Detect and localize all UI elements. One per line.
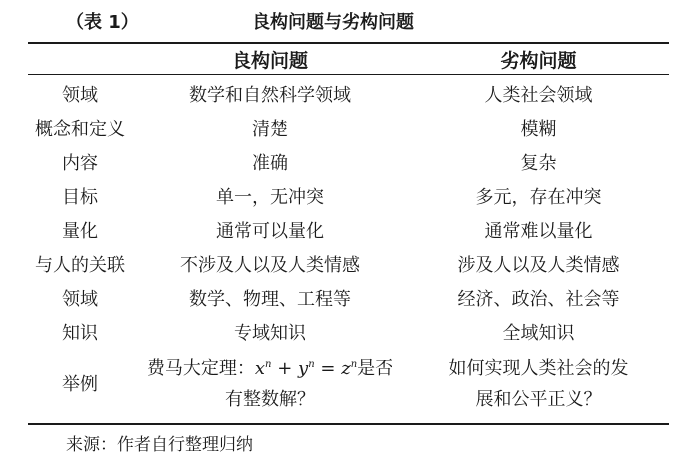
row-ill-structured: 全域知识 (502, 323, 575, 344)
row-ill-structured: 通常难以量化 (484, 221, 593, 242)
row-attribute: 与人的关联 (35, 255, 125, 276)
row-attribute: 知识 (62, 323, 98, 344)
row-ill-structured: 复杂 (520, 153, 557, 174)
source-note: 来源：作者自行整理归纳 (66, 435, 253, 455)
row-well-structured: 专域知识 (234, 323, 306, 344)
example-well-structured (132, 349, 408, 417)
row-well-structured: 数学、物理、工程等 (189, 289, 351, 310)
header-rule (28, 74, 669, 75)
row-ill-structured: 模糊 (520, 119, 557, 140)
table-caption (0, 6, 689, 34)
row-well-structured: 准确 (252, 153, 288, 174)
row-ill-structured: 人类社会领域 (484, 85, 593, 106)
example-ill-structured (408, 349, 669, 417)
example-ill-line-1: 如何实现人类社会的发 (448, 358, 629, 379)
table-row (28, 77, 669, 111)
table-number: （表 1） (66, 12, 139, 33)
table-row-example (28, 349, 669, 417)
header-well-structured: 良构问题 (231, 49, 308, 72)
bottom-rule (28, 423, 669, 425)
row-well-structured: 通常可以量化 (216, 221, 324, 242)
header-attribute (28, 44, 132, 74)
example-well-line-2: 有整数解？ (225, 389, 315, 410)
row-well-structured: 数学和自然科学领域 (189, 85, 351, 106)
table-header (28, 44, 669, 74)
row-ill-structured: 经济、政治、社会等 (457, 289, 620, 310)
row-attribute: 概念和定义 (35, 119, 125, 140)
row-attribute: 领域 (62, 289, 98, 310)
example-well-line-1 (147, 354, 393, 380)
example-ill-line-2: 展和公平正义？ (475, 389, 602, 410)
row-well-structured: 不涉及人以及人类情感 (180, 255, 360, 276)
table-title: 良构问题与劣构问题 (252, 12, 414, 33)
fermat-equation: $x^n + y^n = z^n$ (254, 358, 358, 379)
table-row (28, 213, 669, 247)
row-attribute: 量化 (62, 221, 98, 242)
header-ill-structured: 劣构问题 (500, 49, 577, 72)
table-row (28, 111, 669, 145)
row-ill-structured: 涉及人以及人类情感 (457, 255, 620, 276)
table-row (28, 315, 669, 349)
table-row (28, 145, 669, 179)
row-ill-structured: 多元，存在冲突 (475, 187, 602, 208)
row-attribute: 举例 (62, 374, 98, 395)
row-attribute: 目标 (62, 187, 98, 208)
row-attribute: 领域 (62, 85, 98, 106)
row-attribute: 内容 (62, 153, 98, 174)
table-row (28, 179, 669, 213)
table-row (28, 281, 669, 315)
row-well-structured: 清楚 (252, 119, 288, 140)
table-row (28, 247, 669, 281)
example-well-prefix: 费马大定理： (146, 358, 255, 379)
example-well-suffix: 是否 (357, 358, 394, 379)
row-well-structured: 单一，无冲突 (216, 187, 324, 208)
